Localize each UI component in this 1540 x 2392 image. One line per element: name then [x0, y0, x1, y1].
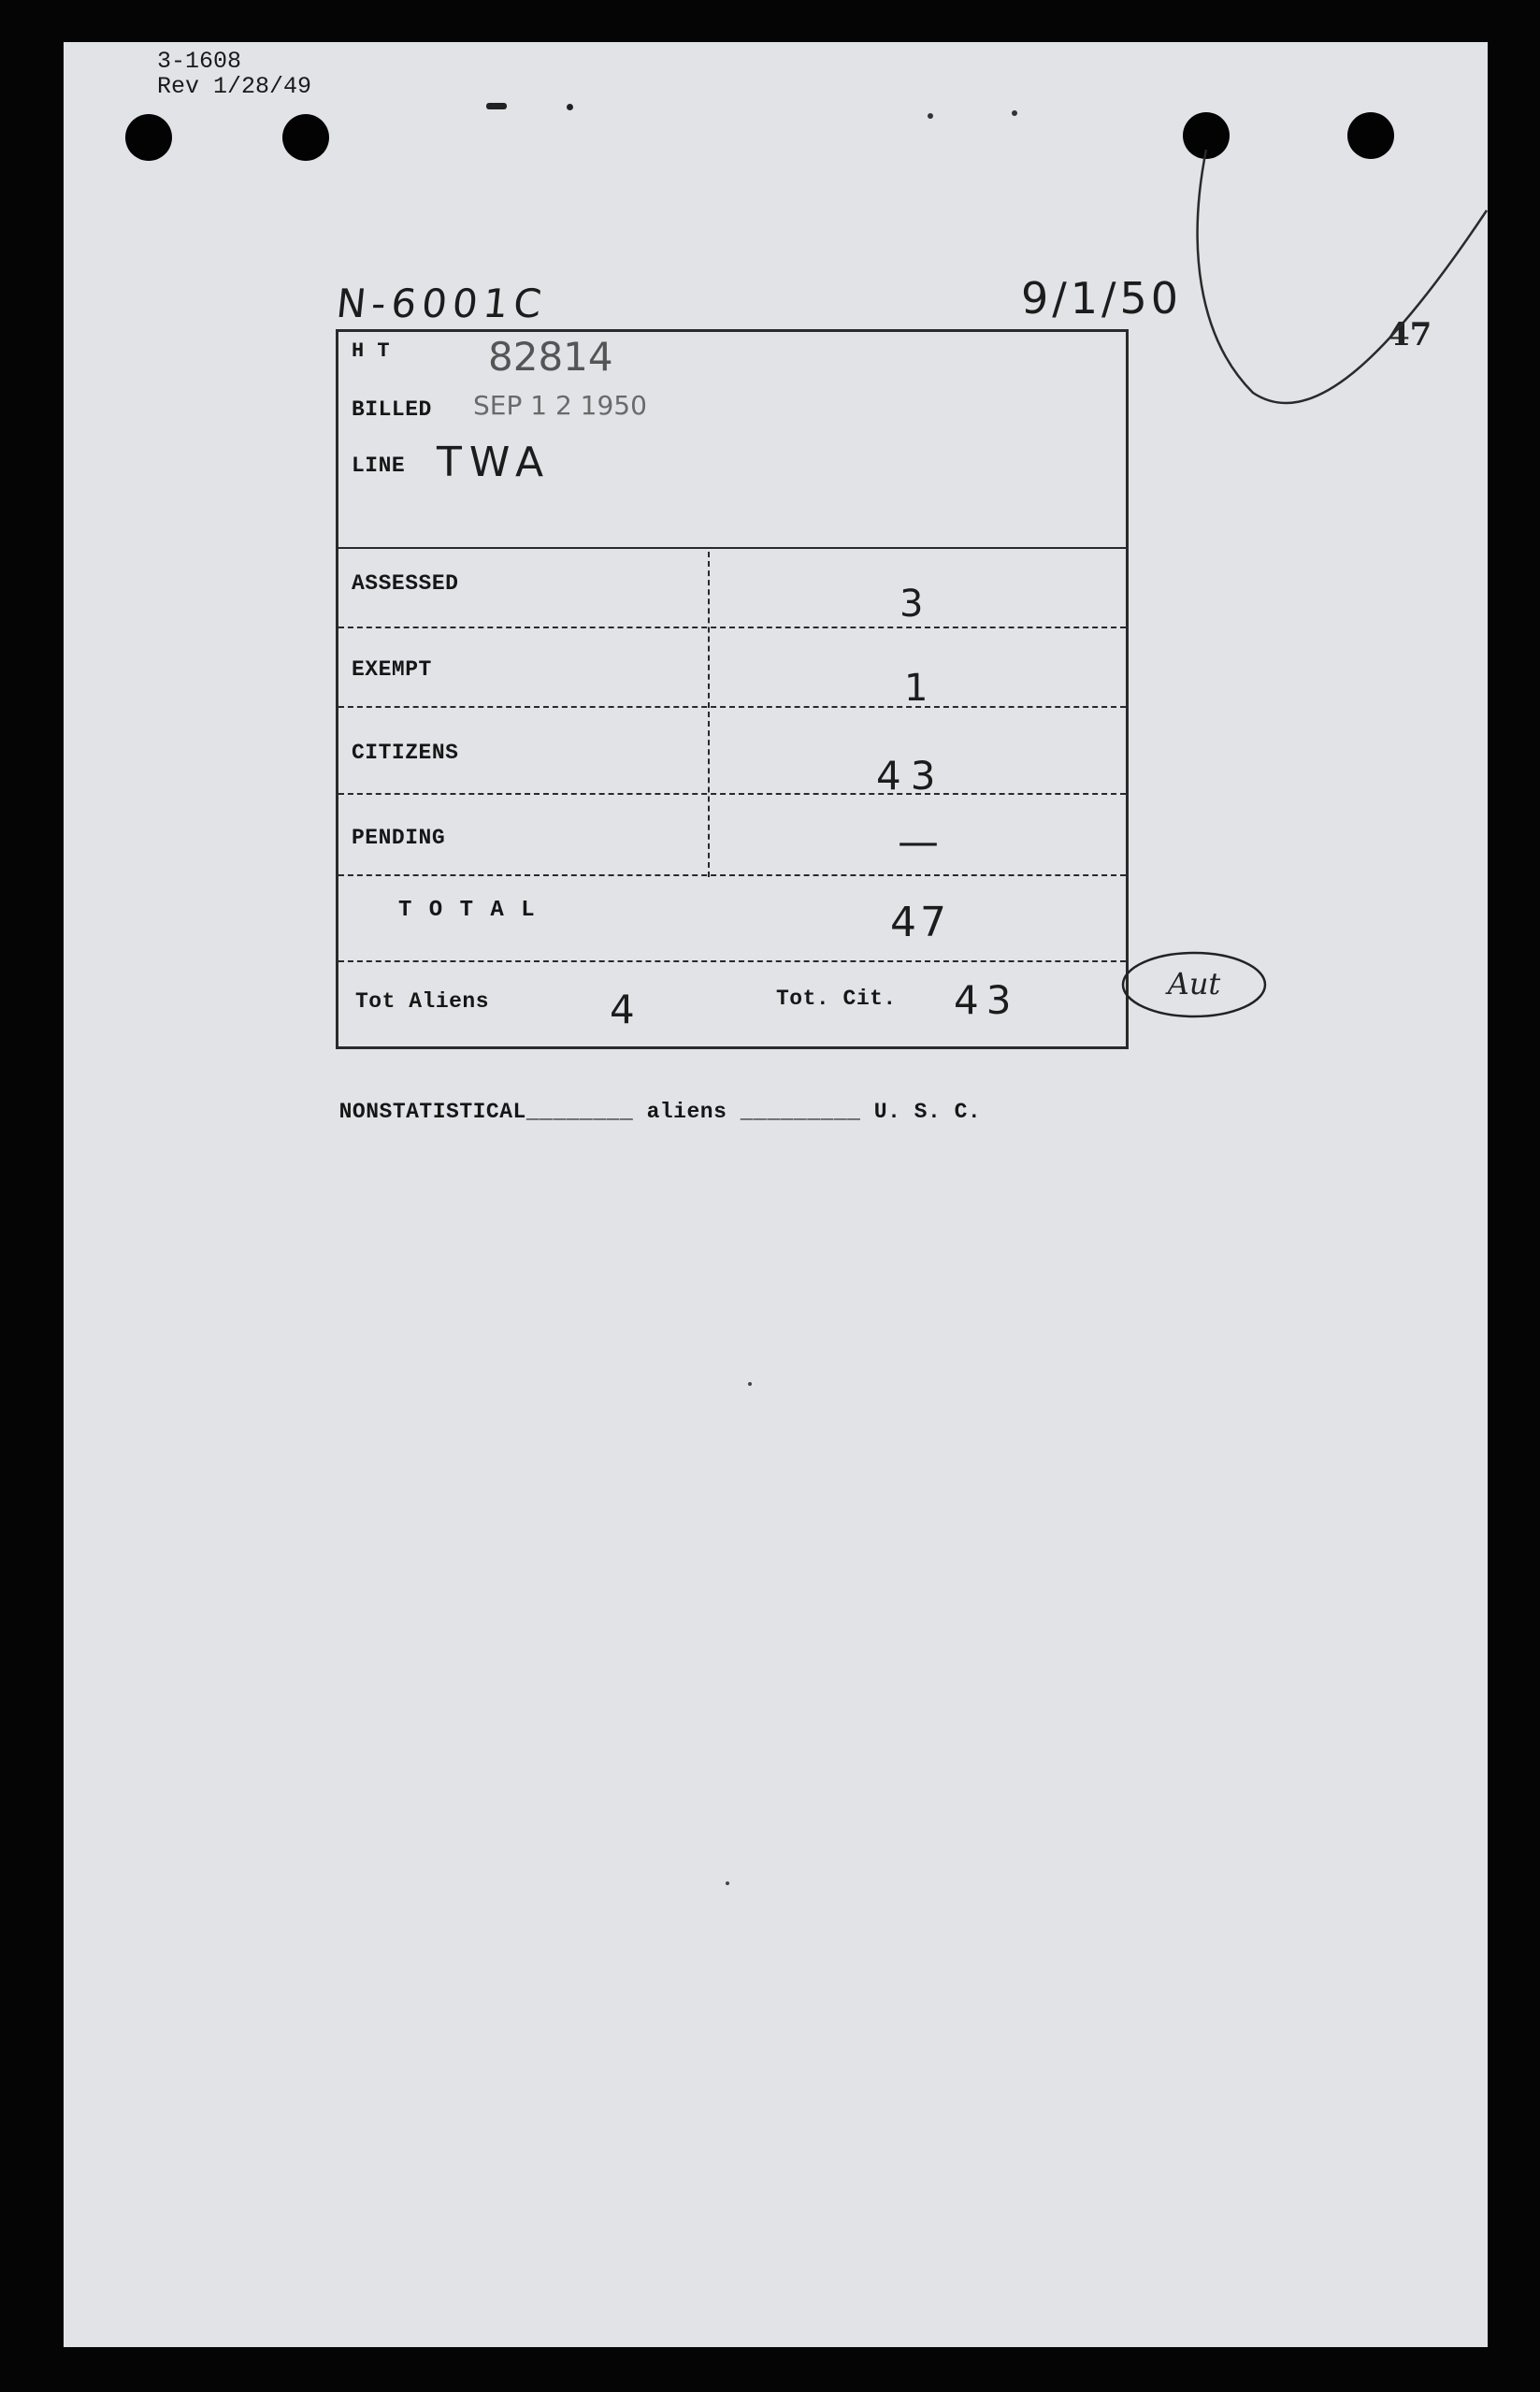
aliens-blank: _________ — [740, 1100, 861, 1124]
billed-label: BILLED — [352, 397, 432, 422]
initials-text: Aut — [1167, 966, 1221, 1001]
usc-label: U. S. C. — [873, 1100, 982, 1124]
divider — [338, 627, 1126, 628]
initials-stamp — [1119, 947, 1269, 1022]
row-label-exempt: EXEMPT — [352, 657, 432, 682]
pencil-curve — [1178, 112, 1496, 421]
speck — [928, 113, 933, 119]
row-value-exempt: 1 — [904, 667, 928, 710]
document-date: 9/1/50 — [1021, 273, 1183, 324]
total-label: T O T A L — [398, 898, 537, 923]
speck — [748, 1382, 752, 1386]
divider — [338, 960, 1126, 962]
aliens-label: aliens — [646, 1100, 727, 1124]
ht-value: 82814 — [488, 334, 613, 380]
divider — [338, 874, 1126, 876]
punch-hole-2 — [282, 114, 329, 161]
line-value: TWA — [437, 439, 552, 486]
footer-line — [312, 1075, 981, 1124]
tot-cit-value: 43 — [954, 977, 1019, 1023]
tot-cit-label: Tot. Cit. — [776, 987, 897, 1011]
form-code — [157, 49, 311, 99]
form-revision: Rev 1/28/49 — [157, 73, 312, 100]
nonstatistical-blank: ________ — [525, 1100, 634, 1124]
tot-aliens-value: 4 — [610, 987, 635, 1032]
flight-number: N-6001C — [334, 281, 550, 326]
form-number: 3-1608 — [157, 48, 242, 75]
speck — [486, 103, 507, 109]
row-label-assessed: ASSESSED — [352, 571, 459, 596]
row-label-citizens: CITIZENS — [352, 741, 459, 765]
row-value-assessed: 3 — [900, 583, 924, 626]
speck — [567, 104, 573, 110]
manifest-table — [336, 329, 1129, 1049]
nonstatistical-label: NONSTATISTICAL — [338, 1100, 526, 1124]
page-number: 47 — [1388, 316, 1432, 353]
speck — [726, 1881, 729, 1885]
divider — [338, 706, 1126, 708]
row-label-pending: PENDING — [352, 826, 446, 850]
divider — [338, 793, 1126, 795]
row-value-citizens: 43 — [876, 753, 945, 799]
column-divider — [708, 552, 710, 877]
total-value: 47 — [890, 899, 950, 946]
speck — [1012, 110, 1017, 116]
row-value-pending: — — [898, 818, 939, 866]
ht-label: H T — [352, 339, 391, 363]
divider — [338, 547, 1126, 549]
punch-hole-1 — [125, 114, 172, 161]
line-label: LINE — [352, 454, 406, 478]
tot-aliens-label: Tot Aliens — [355, 989, 490, 1014]
billed-stamp: SEP 1 2 1950 — [473, 390, 647, 421]
